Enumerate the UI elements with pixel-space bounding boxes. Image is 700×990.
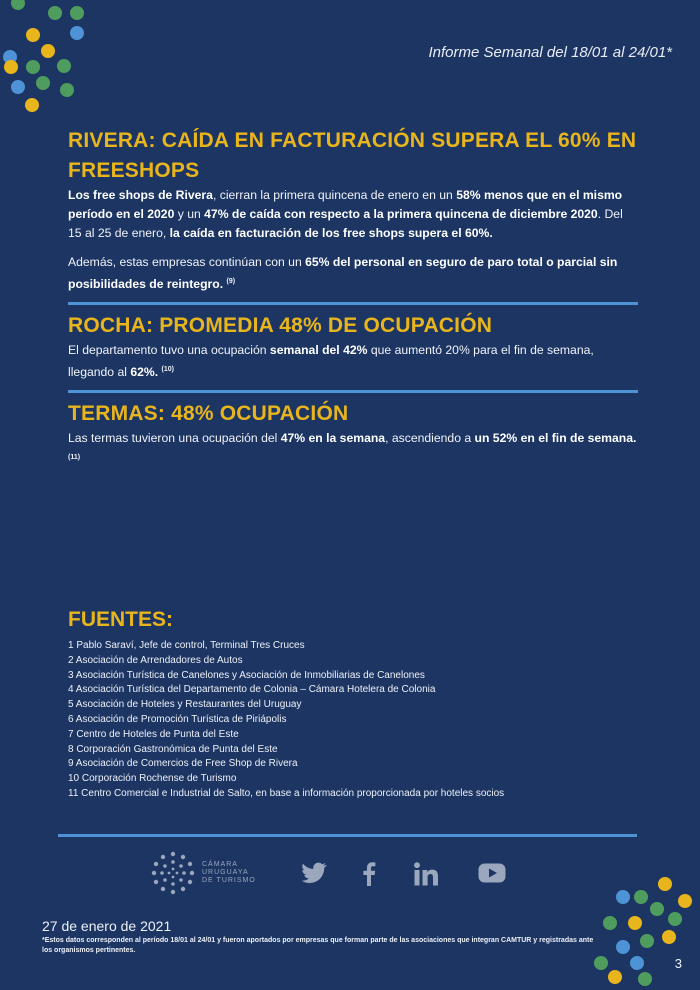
source-item: 11 Centro Comercial e Industrial de Salto, en base a información proporcionada por hoteles socios [68, 787, 505, 799]
logo-line: CÁMARA [202, 861, 238, 868]
logo-line: URUGUAYA [202, 869, 249, 876]
text: Además, estas empresas continúan con un [68, 255, 306, 269]
text-bold: Los free shops de Rivera [68, 188, 213, 202]
text: Las termas tuvieron una ocupación del [68, 431, 281, 446]
text: El departamento tuvo una ocupación [68, 343, 270, 358]
source-item: 5 Asociación de Hoteles y Restaurantes del Uruguay [68, 699, 302, 711]
footnote-ref: (10) [161, 366, 174, 374]
text-bold: 65% del personal en seguro de paro total o parcial sin posibilidades de reintegro. [68, 255, 618, 292]
termas-paragraph [68, 429, 638, 470]
report-header-title: Informe Semanal del 18/01 al 24/01* [428, 44, 672, 61]
source-item: 6 Asociación de Promoción Turística de Piriápolis [68, 713, 287, 725]
text-bold: 47% en la semana [280, 431, 386, 446]
section-divider [68, 390, 638, 393]
rivera-paragraph-1 [68, 186, 638, 243]
rocha-paragraph [68, 341, 638, 382]
text-bold: un 52% en el fin de semana. [474, 431, 637, 446]
source-item: 10 Corporación Rochense de Turismo [68, 773, 237, 785]
logo-line: DE TURISMO [202, 877, 256, 884]
text: . Del 15 al 25 de enero, [68, 207, 623, 240]
facebook-icon[interactable] [362, 862, 376, 886]
footnote-ref: (9) [226, 278, 236, 285]
source-item: 2 Asociación de Arrendadores de Autos [68, 654, 243, 666]
footnote-ref: (11) [68, 454, 81, 462]
sources-title: FUENTES: [68, 608, 173, 631]
camtur-logo [150, 850, 256, 896]
main-content [68, 126, 638, 470]
camtur-logo-icon [150, 850, 196, 896]
text: , ascendiendo a [385, 431, 475, 446]
decorative-dots-top [0, 0, 90, 115]
text-bold: 47% de caída con respecto a la primera quincena de diciembre 2020 [204, 207, 598, 221]
linkedin-icon[interactable] [414, 862, 438, 886]
text: que aumentó 20% para el fin de semana, llegando al [68, 343, 594, 380]
logo-wordmark [202, 861, 256, 885]
section-title-rivera: RIVERA: CAÍDA EN FACTURACIÓN SUPERA EL 60% EN FREESHOPS [68, 129, 637, 182]
footer-divider [58, 834, 637, 837]
page-number: 3 [674, 956, 682, 971]
sources-list [68, 639, 504, 802]
source-item: 4 Asociación Turística del Departamento de Colonia – Cámara Hotelera de Colonia [68, 684, 436, 696]
section-title-termas: TERMAS: 48% OCUPACIÓN [68, 402, 349, 426]
text-bold: semanal del 42% [269, 343, 368, 358]
source-item: 3 Asociación Turística de Canelones y Asociación de Inmobiliarias de Canelones [68, 669, 425, 681]
source-item: 8 Corporación Gastronómica de Punta del Este [68, 743, 278, 755]
report-date: 27 de enero de 2021 [42, 918, 172, 934]
source-item: 7 Centro de Hoteles de Punta del Este [68, 728, 239, 740]
text-bold: la caída en facturación de los free shops supera el 60%. [169, 226, 493, 240]
text-bold: 58% menos que en el mismo período en el 2020 [68, 188, 623, 221]
decorative-dots-bottom [590, 872, 700, 990]
source-item: 9 Asociación de Comercios de Free Shop de Rivera [68, 758, 298, 770]
text-bold: 62%. [130, 365, 159, 380]
rivera-paragraph-2 [68, 253, 638, 294]
text: y un [174, 207, 205, 221]
source-item: 1 Pablo Saraví, Jefe de control, Terminal Tres Cruces [68, 640, 305, 651]
text: , cierran la primera quincena de enero en un [212, 188, 457, 202]
footnote-disclaimer: *Estos datos corresponden al período 18/01 al 24/01 y fueron aportados por empresas que forman parte de las asociaciones que integran CAMTUR y registradas ante los organismos pertinentes. [42, 937, 594, 954]
youtube-icon[interactable] [478, 862, 506, 884]
section-divider [68, 302, 638, 305]
twitter-icon[interactable] [301, 862, 327, 884]
section-title-rocha: ROCHA: PROMEDIA 48% DE OCUPACIÓN [68, 314, 493, 338]
